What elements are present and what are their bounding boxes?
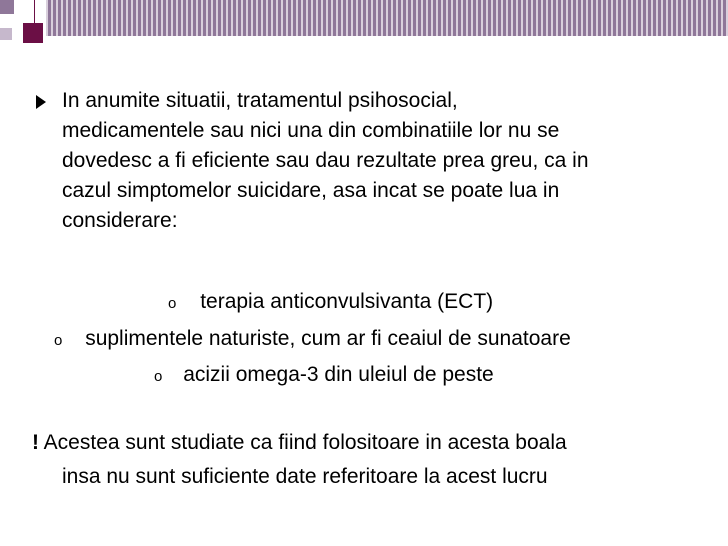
sub-bullet-icon: o bbox=[154, 368, 163, 385]
sub-item bbox=[54, 324, 571, 356]
bullet-line-4: cazul simptomelor suicidare, asa incat se poate lua in bbox=[62, 179, 560, 202]
note-line-1 bbox=[32, 428, 567, 458]
sub-item-text: suplimentele naturiste, cum ar fi ceaiul de sunatoare bbox=[85, 327, 571, 350]
decoration-square-pale bbox=[0, 28, 12, 40]
note-text-1: Acestea sunt studiate ca fiind folositoare in acesta boala bbox=[39, 431, 567, 454]
exclamation-mark: ! bbox=[32, 431, 39, 454]
bullet-line-2: medicamentele sau nici una din combinatiile lor nu se bbox=[62, 119, 560, 142]
decoration-vertical-line bbox=[34, 0, 35, 40]
decoration-square-accent bbox=[23, 23, 43, 43]
sub-item-text: terapia anticonvulsivanta (ECT) bbox=[200, 290, 494, 313]
header-decoration-band bbox=[46, 0, 728, 36]
sub-bullet-icon: o bbox=[54, 332, 63, 349]
note-line-2: insa nu sunt suficiente date referitoare la acest lucru bbox=[62, 465, 548, 488]
bullet-line-5: considerare: bbox=[62, 209, 178, 232]
sub-item bbox=[154, 360, 494, 392]
decoration-square-light bbox=[0, 0, 14, 14]
bullet-line-3: dovedesc a fi eficiente sau dau rezultate prea greu, ca in bbox=[62, 149, 589, 172]
sub-item bbox=[168, 287, 493, 319]
bullet-line-1: In anumite situatii, tratamentul psihosocial, bbox=[62, 89, 458, 112]
sub-bullet-icon: o bbox=[168, 295, 177, 312]
bullet-arrow-icon bbox=[36, 95, 46, 109]
sub-item-text: acizii omega-3 din uleiul de peste bbox=[183, 363, 494, 386]
